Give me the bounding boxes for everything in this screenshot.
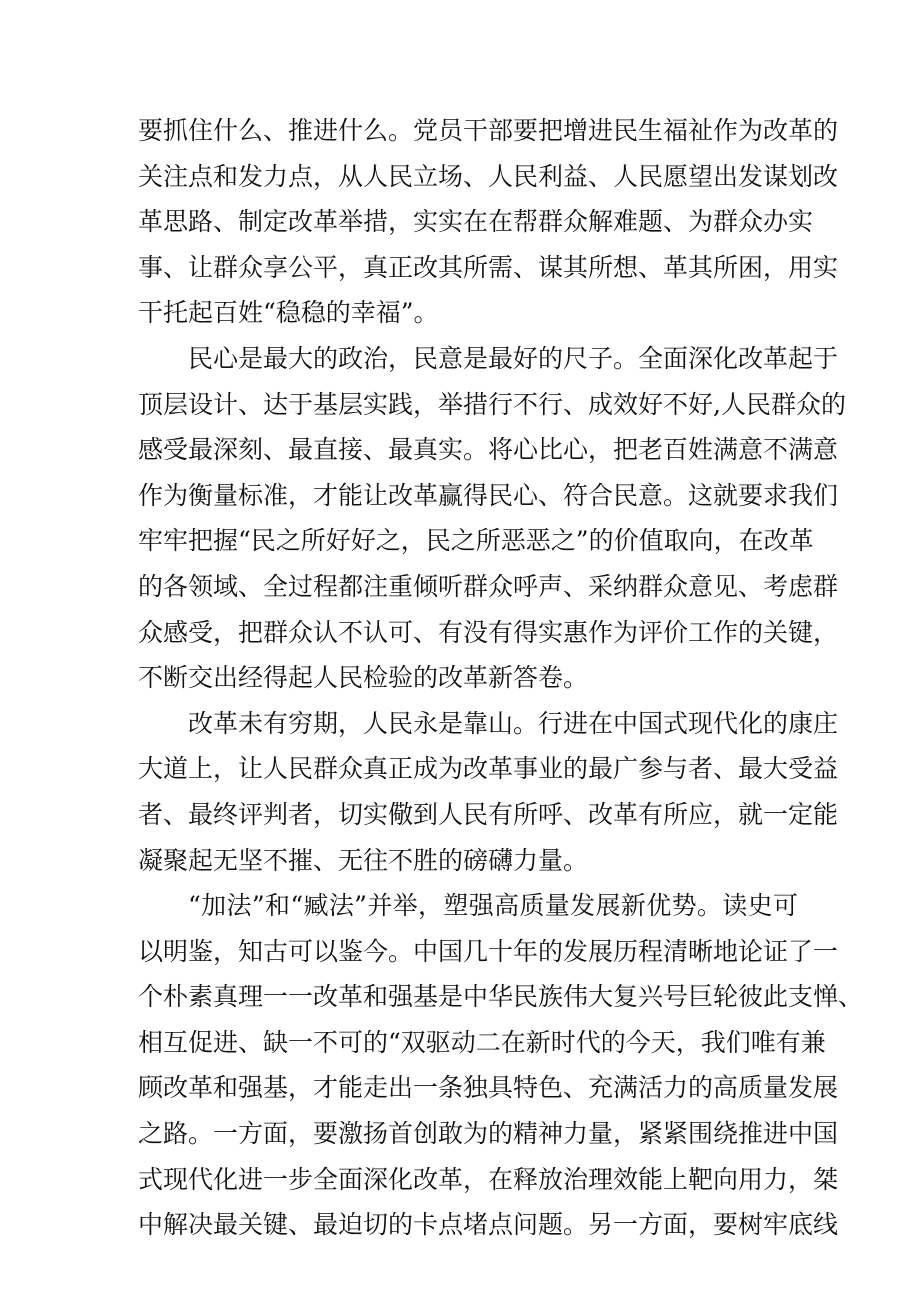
text-line: 个朴素真理一一改革和强基是中华民族伟大复兴号巨轮彼此支惮、 [138,982,864,1012]
text-line: “加法”和“臧法”并举，塑强高质量发展新优势。读史可 [188,891,798,921]
text-line: 凝聚起无坚不摧、无往不胜的磅礴力量。 [138,845,589,875]
text-line: 式现代化进一步全面深化改革，在释放治理效能上靶向用力，桀 [138,1164,839,1194]
text-line: 事、让群众享公平，真正改其所需、谋其所想、革其所困，用实 [138,252,839,282]
text-line: 相互促进、缺一不可的“双驱动二在新时代的今天，我们唯有兼 [138,1027,826,1057]
text-line: 者、最终评判者，切实儆到人民有所呼、改革有所应，就一定能 [138,799,839,829]
text-line: 感受最深刻、最直接、最真实。将心比心，把老百姓满意不满意 [138,435,839,465]
document-body [138,108,864,1248]
text-line: 之路。一方面，要激扬首创敢为的精神力量，紧紧围绕推进中国 [138,1119,839,1149]
paragraph-4 [138,883,864,1248]
text-line: 以明鉴，知古可以鉴今。中国几十年的发展历程清晰地论证了一 [138,936,839,966]
paragraph-2 [138,336,846,701]
text-line: 干托起百姓“稳稳的幸福”。 [138,298,439,328]
text-line: 关注点和发力点，从人民立场、人民利益、人民愿望出发谋划改 [138,161,839,191]
text-line: 民心是最大的政治，民意是最好的尺子。全面深化改革起于 [188,343,839,373]
text-line: 顾改革和强基，才能走出一条独具特色、充满活力的高质量发展 [138,1073,839,1103]
text-line: 要抓住什么、推进什么。党员干部要把增进民生福祉作为改革的 [138,116,839,145]
paragraph-1 [138,108,839,336]
text-line: 作为衡量标准，才能让改革赢得民心、符合民意。这就要求我们 [138,480,839,510]
text-line: 中解决最关键、最迫切的卡点堵点问题。另一方面，要树牢底线 [138,1210,839,1240]
text-line: 大道上，让人民群众真正成为改革事业的最广参与者、最大受益 [138,754,839,784]
text-line: 众感受，把群众认不认可、有没有得实惠作为评价工作的关键， [138,617,839,647]
paragraph-3 [138,701,839,883]
text-line: 革思路、制定改革举措，实实在在帮群众解难题、为群众办实 [138,207,814,237]
text-line: 的各领域、全过程都注重倾听群众呼声、采纳群众意见、考虑群 [138,571,839,601]
text-line: 顶层设计、达于基层实践，举措行不行、成效好不好,人民群众的 [138,389,846,419]
text-line: 改革未有穷期，人民永是靠山。行进在中国式现代化的康庄 [188,708,839,738]
text-line: 牢牢把握“民之所好好之，民之所恶恶之”的价值取向，在改革 [138,526,814,556]
text-line: 不断交出经得起人民检验的改革新答卷。 [138,663,589,693]
